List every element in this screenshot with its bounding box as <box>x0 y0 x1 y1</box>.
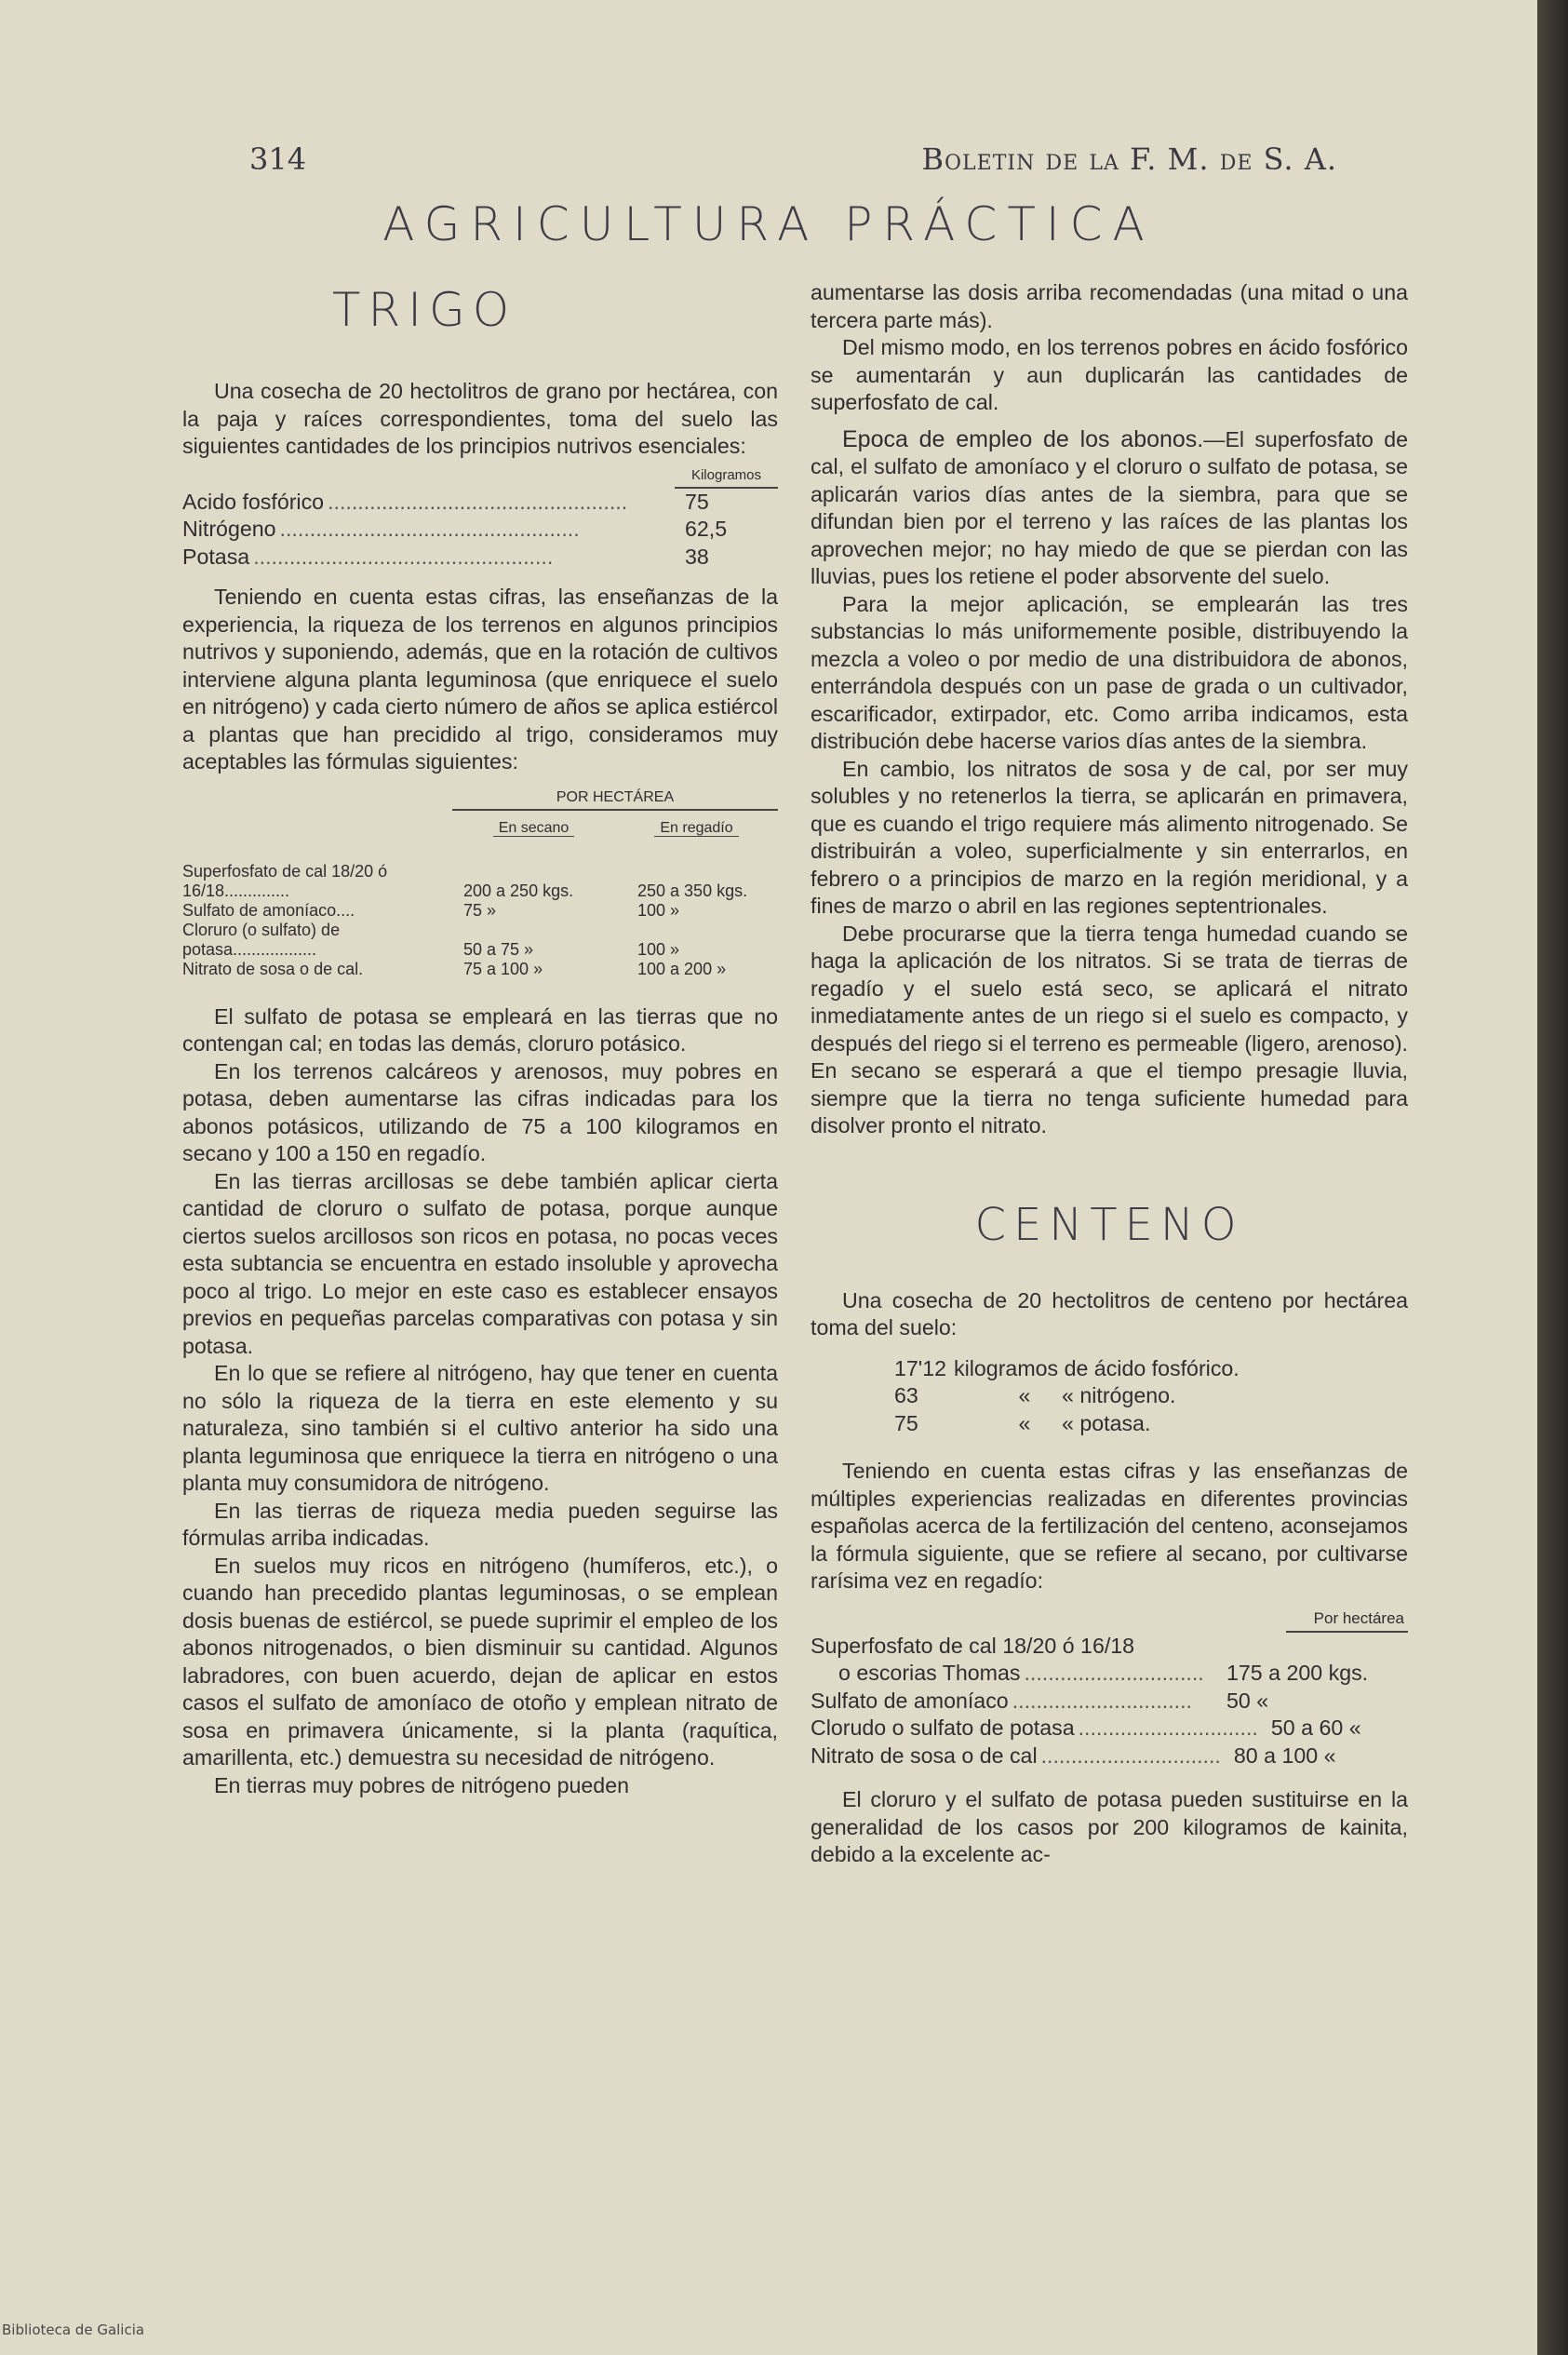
centeno-row-value: 50 « <box>1226 1688 1269 1713</box>
nutrients-header-label: Kilogramos <box>675 466 778 489</box>
nutrient-value: 38 <box>685 544 709 569</box>
centeno-row-label: o escorias Thomas <box>838 1661 1021 1685</box>
leader-dots: .................................................. <box>328 489 628 514</box>
trigo-paragraph: En los terrenos calcáreos y arenosos, muy pobres en potasa, deben aumentarse las cifras indicadas para los abonos potásicos, utilizando de 75 a 100 kilogramos en secano y 100 a 150 en regadío. <box>182 1058 778 1165</box>
page-number: 314 <box>249 141 307 177</box>
running-head <box>922 141 1338 177</box>
centeno-nutrients <box>894 1355 1408 1438</box>
centeno-nutrient-label: « nitrógeno. <box>1062 1383 1176 1407</box>
formula-regadio: 100 » <box>637 939 680 959</box>
subheading-epoca: Epoca de empleo de los abonos. <box>842 425 1204 452</box>
centeno-row-value: 50 a 60 « <box>1270 1716 1361 1740</box>
centeno-table-row <box>811 1688 1408 1716</box>
formula-secano: 200 a 250 kgs. <box>463 881 574 900</box>
formula-col-secano-label: En secano <box>493 820 575 837</box>
formula-secano: 75 » <box>463 900 497 920</box>
centeno-row-label: Nitrato de sosa o de cal <box>811 1743 1038 1768</box>
centeno-row-value: 80 a 100 « <box>1233 1743 1336 1768</box>
centeno-table-row <box>811 1743 1408 1770</box>
leader-dots: .................................................. <box>279 517 580 541</box>
centeno-row-label: Clorudo o sulfato de potasa <box>811 1716 1075 1740</box>
centeno-table-header <box>811 1608 1408 1633</box>
leader-dots: .............................. <box>1012 1688 1192 1713</box>
formula-col-regadio <box>615 818 778 838</box>
ditto-mark: « <box>1018 1383 1031 1407</box>
formula-secano: 50 a 75 » <box>463 939 534 959</box>
right-column <box>811 279 1408 1869</box>
formula-secano: 75 a 100 » <box>463 959 543 978</box>
formula-col-secano <box>452 818 615 838</box>
left-column <box>182 279 778 1799</box>
centeno-qty: 17'12 <box>894 1355 947 1380</box>
nutrient-label: Potasa <box>182 544 250 569</box>
centeno-table-line: Superfosfato de cal 18/20 ó 16/18 <box>811 1633 1135 1658</box>
trigo-nutrients-table <box>182 466 778 572</box>
centeno-paragraph: El cloruro y el sulfato de potasa pueden sustituirse en la generalidad de los casos por 200 kilogramos de kainita, debido a la excelente ac- <box>811 1787 1408 1866</box>
trigo-paragraph: Para la mejor aplicación, se emplearán las tres substancias lo más uniformemente posible, distribuyendo la mezcla a voleo o por medio de una distribuidora de abonos, enterrándola después con un pase de grada o un cultivador, escarificador, extirpador, etc. Como arriba indicamos, esta distribución debe hacerse varios días antes de la siembra. <box>811 591 1408 753</box>
centeno-row-value: 175 a 200 kgs. <box>1226 1661 1369 1685</box>
nutrient-row <box>182 516 778 544</box>
leader-dots: .............................. <box>1024 1661 1204 1685</box>
centeno-intro: Una cosecha de 20 hectolitros de centeno por hectárea toma del suelo: <box>811 1287 1408 1339</box>
running-head-text: Boletin de la F. M. de S. A. <box>921 141 1337 177</box>
trigo-paragraph: Teniendo en cuenta estas cifras, las enseñanzas de la experiencia, la riqueza de los terrenos en algunos principios nutrivos y suponiendo, además, que en la rotación de cultivos interviene alguna planta leguminosa (que enriquece el suelo en nitrógeno) y cada cierto número de años se aplica estiércol a plantas que han precidido al trigo, consideramos muy aceptables las fórmulas siguientes: <box>182 585 778 774</box>
formula-label: Superfosfato de cal 18/20 ó 16/18.............. <box>182 861 388 900</box>
trigo-paragraph: En las tierras de riqueza media pueden seguirse las fórmulas arriba indicadas. <box>182 1498 778 1550</box>
nutrient-value: 62,5 <box>685 517 728 541</box>
centeno-row-label: Sulfato de amoníaco <box>811 1688 1009 1713</box>
trigo-paragraph: En suelos muy ricos en nitrógeno (humíferos, etc.), o cuando han precedido plantas leguminosas, o se emplean dosis buenas de estiércol, se puede suprimir el empleo de los abonos nitrogenados, o bien disminuir su cantidad. Algunos labradores, con buen acuerdo, dejan de aplicar en estos casos el sulfato de amoníaco de otoño y emplean nitrato de sosa en primavera únicamente, si la planta (raquítica, amarillenta, etc.) demuestra su necesidad de nitrógeno. <box>182 1553 778 1770</box>
formula-columns <box>452 818 778 838</box>
centeno-table-header-label: Por hectárea <box>1286 1608 1408 1633</box>
trigo-paragraph: En lo que se refiere al nitrógeno, hay que tener en cuenta no sólo la riqueza de la tierra en este elemento y su naturaleza, sino también si el cultivo anterior ha sido una planta leguminosa que enriquece la tierra en nitrógeno o una planta muy consumidora de nitrógeno. <box>182 1361 778 1495</box>
trigo-paragraph <box>811 426 1408 591</box>
formula-col-regadio-label: En regadío <box>654 820 738 837</box>
trigo-formula-table <box>182 787 778 979</box>
leader-dots: .................................................. <box>253 544 554 569</box>
trigo-paragraph: En tierras muy pobres de nitrógeno pueden <box>214 1772 629 1797</box>
formula-label: Nitrato de sosa o de cal. <box>182 959 364 978</box>
library-watermark: Biblioteca de Galicia <box>2 2321 145 2338</box>
formula-row <box>182 960 778 979</box>
centeno-table-row <box>811 1715 1408 1743</box>
leader-dots: .............................. <box>1078 1716 1258 1740</box>
page-edge <box>1537 0 1568 2355</box>
centeno-table-row <box>811 1660 1408 1688</box>
nutrients-header <box>182 466 778 489</box>
formula-label: Cloruro (o sulfato) de potasa.................. <box>182 920 341 959</box>
nutrient-label: Nitrógeno <box>182 517 276 541</box>
centeno-qty: 75 <box>894 1410 918 1435</box>
nutrient-row <box>182 544 778 572</box>
formula-label: Sulfato de amoníaco.... <box>182 900 355 920</box>
centeno-qty: 63 <box>894 1383 918 1407</box>
nutrient-row <box>182 489 778 517</box>
epoca-text: —El superfosfato de cal, el sulfato de amoníaco y el cloruro o sulfato de potasa, se aplicarán varios días antes de la siembra, para que se difundan bien por el terreno y las raíces de las plantas los aprovechen mejor; no hay miedo de que se pierdan con las lluvias, pues los retiene el poder absorvente del suelo. <box>811 426 1408 588</box>
centeno-nutrient-label: « potasa. <box>1062 1410 1151 1435</box>
trigo-paragraph: Debe procurarse que la tierra tenga humedad cuando se haga la aplicación de los nitratos. Si se trata de tierras de regadío y el suelo está seco, se aplicará el nitrato inmediatamente antes de un riego si el suelo es compacto, y después del riego si el terreno es permeable (ligero, arenoso). En secano se esperará a que el tiempo presagie lluvia, siempre que la tierra no tenga suficiente humedad para disolver pronto el nitrato. <box>811 921 1408 1137</box>
section-title-trigo: TRIGO <box>331 283 517 337</box>
centeno-nutrient-label: kilogramos de ácido fosfórico. <box>954 1355 1240 1380</box>
leader-dots: .............................. <box>1040 1743 1221 1768</box>
trigo-paragraph: Del mismo modo, en los terrenos pobres en ácido fosfórico se aumentarán y aun duplicarán las cantidades de superfosfato de cal. <box>811 335 1408 414</box>
trigo-paragraph: aumentarse las dosis arriba recomendadas (una mitad o una tercera parte más). <box>811 280 1408 332</box>
trigo-paragraph: En las tierras arcillosas se debe también aplicar cierta cantidad de cloruro o sulfato de potasa, porque aunque ciertos suelos arcillosos son ricos en potasa, no pocas veces esta subtancia se encuentra en estado insoluble y aprovecha poco al trigo. Lo mejor en este caso es establecer ensayos previos en pequeñas parcelas comparativas con potasa y sin potasa. <box>182 1168 778 1358</box>
trigo-paragraph: El sulfato de potasa se empleará en las tierras que no contengan cal; en todas las demás, cloruro potásico. <box>182 1003 778 1056</box>
formula-regadio: 250 a 350 kgs. <box>637 881 748 900</box>
nutrient-label: Acido fosfórico <box>182 489 325 514</box>
formula-header: POR HECTÁREA <box>452 787 778 811</box>
ditto-mark: « <box>1018 1410 1031 1435</box>
centeno-nutrient-row <box>894 1410 1408 1438</box>
centeno-paragraph: Teniendo en cuenta estas cifras y las enseñanzas de múltiples experiencias realizadas en diferentes provincias españolas acerca de la fertilización del centeno, aconsejamos la fórmula siguiente, que se refiere al secano, por cultivarse rarísima vez en regadío: <box>811 1459 1408 1593</box>
formula-row <box>182 921 778 960</box>
centeno-formula-table <box>811 1608 1408 1770</box>
centeno-nutrient-row <box>894 1382 1408 1410</box>
formula-row <box>182 862 778 901</box>
trigo-paragraph: En cambio, los nitratos de sosa y de cal, por ser muy solubles y no retenerlos la tierra, se aplicarán en primavera, que es cuando el trigo requiere más alimento nitrogenado. Se distribuirán a voleo, superficialmente y sin enterrarlos, en febrero o a principios de marzo en la región meridional, y a fines de marzo o abril en las regiones septentrionales. <box>811 756 1408 918</box>
main-title: AGRICULTURA PRÁCTICA <box>382 197 1155 251</box>
formula-regadio: 100 a 200 » <box>637 959 727 978</box>
trigo-intro: Una cosecha de 20 hectolitros de grano por hectárea, con la paja y raíces correspondientes, toma del suelo las siguientes cantidades de los principios nutrivos esenciales: <box>182 379 778 458</box>
nutrient-value: 75 <box>685 489 709 514</box>
section-title-centeno: CENTENO <box>974 1198 1244 1251</box>
formula-row <box>182 901 778 921</box>
formula-regadio: 100 » <box>637 900 680 920</box>
centeno-nutrient-row <box>894 1355 1408 1383</box>
